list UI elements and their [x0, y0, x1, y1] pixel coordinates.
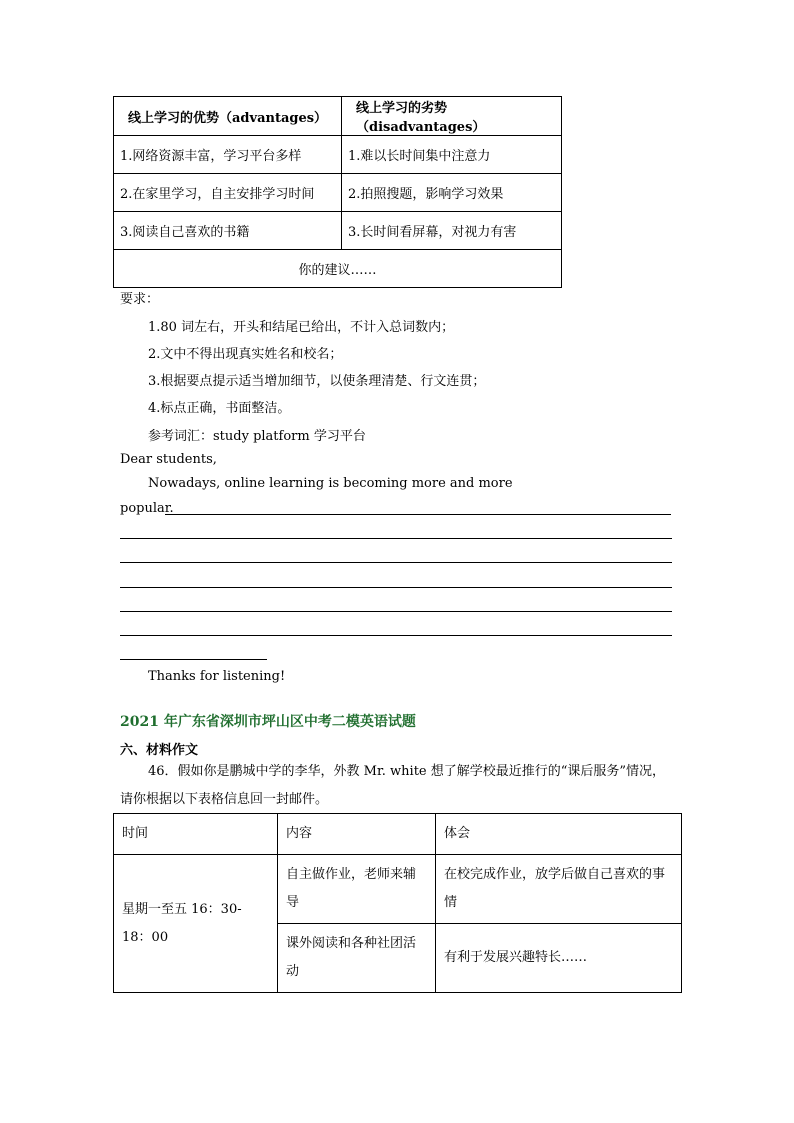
table-cell: 2.拍照搜题，影响学习效果 — [342, 174, 562, 212]
table-row — [114, 136, 562, 174]
requirement-item: 1.80 词左右，开头和结尾已给出，不计入总词数内； — [148, 320, 455, 335]
table-cell: 自主做作业，老师来辅导 — [278, 855, 436, 924]
table-cell: 在校完成作业，放学后做自己喜欢的事情 — [436, 855, 682, 924]
table-cell: 有利于发展兴趣特长…… — [436, 924, 682, 993]
writing-line[interactable] — [120, 562, 672, 563]
table-header-row — [114, 97, 562, 136]
writing-line[interactable] — [120, 587, 672, 588]
table-cell: 2.在家里学习，自主安排学习时间 — [114, 174, 342, 212]
header-content: 内容 — [278, 814, 436, 855]
time-cell: 星期一至五 16：30-18：00 — [114, 855, 278, 993]
writing-line[interactable] — [120, 611, 672, 612]
requirement-item: 3.根据要点提示适当增加细节，以使条理清楚、行文连贯； — [148, 374, 486, 389]
header-advantages: 线上学习的优势（advantages） — [114, 97, 342, 136]
table-cell: 3.阅读自己喜欢的书籍 — [114, 212, 342, 250]
header-disadvantages: 线上学习的劣势（disadvantages） — [342, 97, 562, 136]
letter-greeting: Dear students, — [120, 452, 217, 467]
prompt-text: 请你根据以下表格信息回一封邮件。 — [120, 792, 329, 807]
writing-line[interactable] — [120, 538, 672, 539]
table-header-row — [114, 814, 682, 855]
header-reflection: 体会 — [436, 814, 682, 855]
section-heading: 六、材料作文 — [120, 743, 199, 758]
letter-closing: Thanks for listening! — [148, 669, 286, 684]
requirement-item: 2.文中不得出现真实姓名和校名； — [148, 347, 343, 362]
writing-line[interactable] — [165, 514, 671, 515]
reference-vocab: 参考词汇：study platform 学习平台 — [148, 429, 366, 444]
advantages-table — [113, 96, 562, 288]
table-row — [114, 855, 682, 924]
after-school-table — [113, 813, 682, 993]
prompt-text: 46．假如你是鹏城中学的李华，外教 Mr. white 想了解学校最近推行的“课后服务”情况， — [148, 764, 666, 779]
requirement-item: 4.标点正确，书面整洁。 — [148, 401, 291, 416]
header-time: 时间 — [114, 814, 278, 855]
letter-popular: popular. — [120, 501, 174, 516]
table-cell: 1.网络资源丰富，学习平台多样 — [114, 136, 342, 174]
letter-opening: Nowadays, online learning is becoming more and more — [148, 476, 513, 491]
table-footer-row — [114, 250, 562, 288]
suggestion-cell: 你的建议…… — [114, 250, 562, 288]
table-row — [114, 212, 562, 250]
table-cell: 课外阅读和各种社团活动 — [278, 924, 436, 993]
writing-line[interactable] — [120, 659, 267, 660]
table-row — [114, 174, 562, 212]
requirements-label: 要求： — [120, 292, 160, 307]
writing-line[interactable] — [120, 635, 672, 636]
table-cell: 1.难以长时间集中注意力 — [342, 136, 562, 174]
exam-title: 2021 年广东省深圳市坪山区中考二模英语试题 — [120, 714, 416, 730]
table-cell: 3.长时间看屏幕，对视力有害 — [342, 212, 562, 250]
